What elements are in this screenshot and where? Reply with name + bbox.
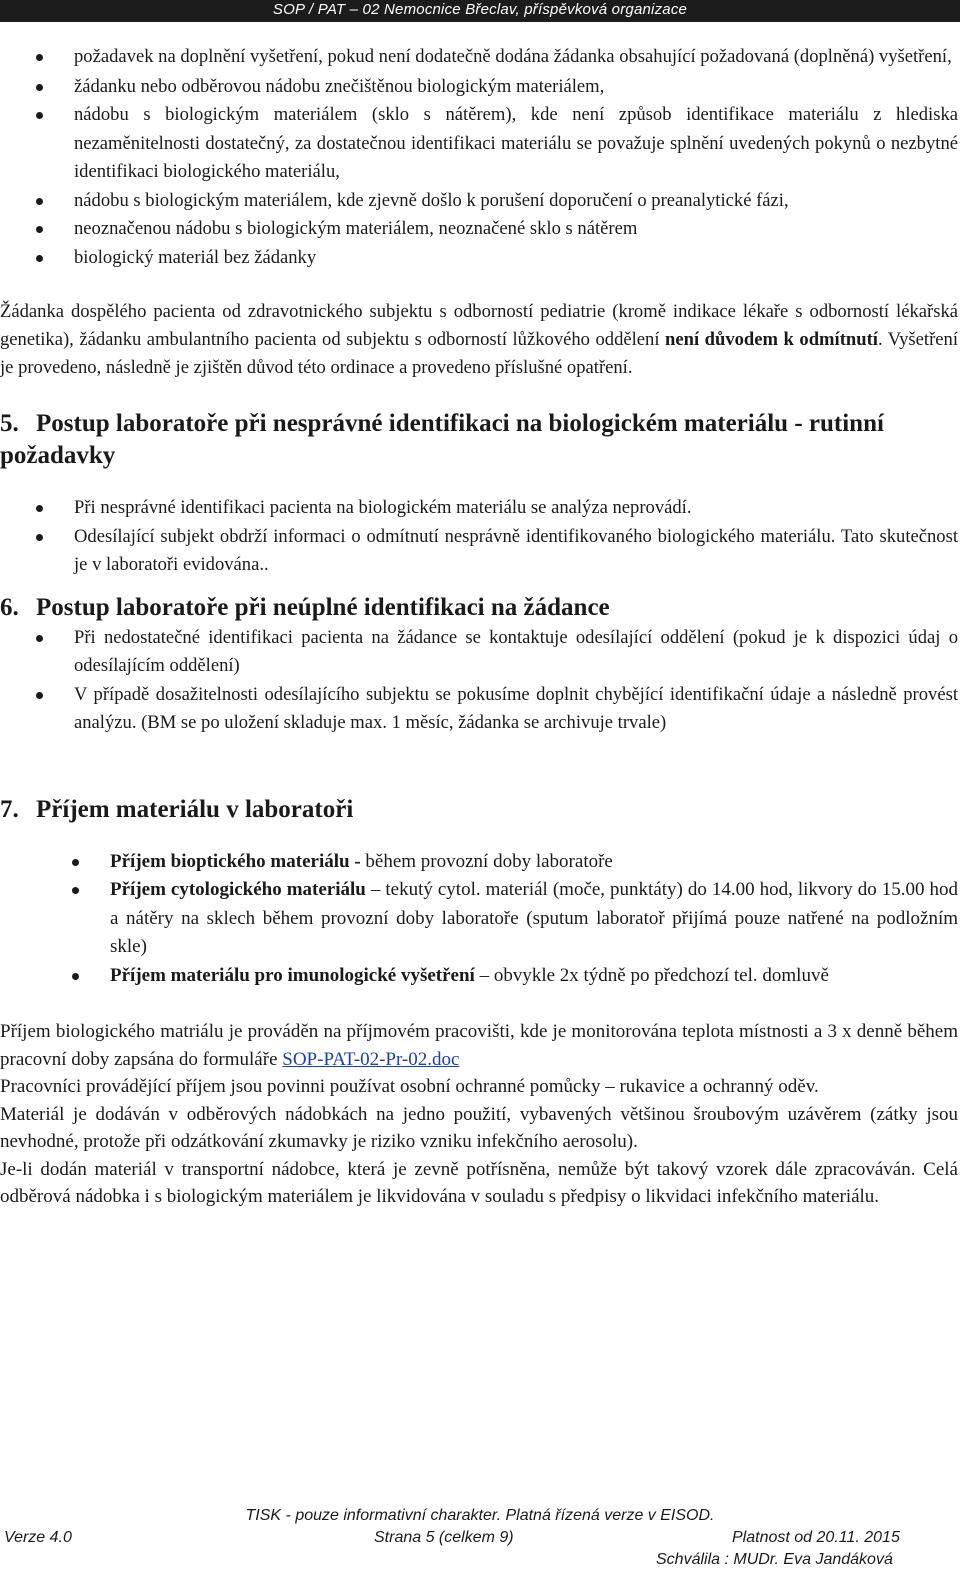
page-header bbox=[0, 0, 960, 22]
list-item: Příjem cytologického materiálu – tekutý cytol. materiál (moče, punktáty) do 14.00 hod, likvory do 15.00 hod a nátěry na sklech během provozní doby laboratoře (sputum laboratoř přijímá pouze natřené na podložním skle) bbox=[0, 876, 958, 962]
bullet-icon bbox=[36, 692, 43, 699]
list-item: V případě dosažitelnosti odesílajícího subjektu se pokusíme doplnit chybějící identifikační údaje a následně provést analýzu. (BM se po uložení skladuje max. 1 měsíc, žádanka se archivuje trvale) bbox=[0, 681, 958, 738]
list-item: Příjem bioptického materiálu - během provozní doby laboratoře bbox=[0, 848, 958, 877]
section-5-title: 5. Postup laboratoře při nesprávné identifikaci na biologickém materiálu - rutinní požadavky bbox=[0, 410, 884, 469]
bullet-icon bbox=[72, 887, 79, 894]
bullet-icon bbox=[36, 635, 43, 642]
section-7-list bbox=[0, 848, 958, 991]
list-item: Odesílající subjekt obdrží informaci o odmítnutí nesprávně identifikovaného biologického materiálu. Tato skutečnost je v laboratoři evidována.. bbox=[0, 523, 958, 580]
list-item: žádanku nebo odběrovou nádobu znečištěnou biologickým materiálem, bbox=[0, 73, 958, 102]
footer-row-2 bbox=[0, 1549, 960, 1571]
form-link[interactable]: SOP-PAT-02-Pr-02.doc bbox=[282, 1048, 460, 1070]
bullet-icon bbox=[72, 973, 79, 980]
paragraph-pracovnici: Pracovníci provádějící příjem jsou povinni používat osobní ochranné pomůcky – rukavice a ochranný oděv. bbox=[0, 1076, 819, 1097]
bullet-icon bbox=[72, 859, 79, 866]
bullet-icon bbox=[36, 198, 43, 205]
bullet-icon bbox=[36, 505, 43, 512]
list-item: Při nedostatečné identifikaci pacienta na žádance se kontaktuje odesílající oddělení (pokud je k dispozici údaj o odesílajícím oddělení) bbox=[0, 624, 958, 681]
list-item: nádobu s biologickým materiálem (sklo s nátěrem), kde není způsob identifikace materiálu z hlediska nezaměnitelnosti dostatečný, za dostatečnou identifikaci materiálu se považuje splnění uvedených pokynů o nezbytné identifikaci biologického materiálu, bbox=[0, 101, 958, 187]
section-6-list bbox=[0, 624, 958, 738]
paragraph-material: Materiál je dodáván v odběrových nádobkách na jedno použití, vybavených většinou šroubovým uzávěrem (zátky jsou nevhodné, protože při odzátkování zkumavky je riziko vzniku infekčního aerosolu). bbox=[0, 1103, 958, 1152]
list-item: Příjem materiálu pro imunologické vyšetření – obvykle 2x týdně po předchozí tel. domluvě bbox=[0, 962, 958, 991]
list-item: požadavek na doplnění vyšetření, pokud není dodatečně dodána žádanka obsahující požadovaná (doplněná) vyšetření, bbox=[0, 43, 958, 72]
bullet-icon bbox=[36, 112, 43, 119]
paragraph-jeli: Je-li dodán materiál v transportní nádobce, která je zevně potřísněna, nemůže být takový vzorek dále zpracováván. Celá odběrová nádobka i s biologickým materiálem je likvidována v souladu s předpisy o likvidaci infekčního materiálu. bbox=[0, 1158, 958, 1207]
paragraph-prijem: Příjem biologického matriálu je prováděn na příjmovém pracovišti, kde je monitorována teplota místnosti a 3 x denně během pracovní doby zapsána do formuláře SOP-PAT-02-Pr-02.doc bbox=[0, 1021, 958, 1070]
footer-version: Verze 4.0 bbox=[4, 1529, 72, 1546]
bullet-icon bbox=[36, 534, 43, 541]
list-item: Při nesprávné identifikaci pacienta na biologickém materiálu se analýza neprovádí. bbox=[0, 494, 958, 523]
document-body bbox=[0, 40, 958, 1211]
list-item: neoznačenou nádobu s biologickým materiálem, neoznačené sklo s nátěrem bbox=[0, 215, 958, 244]
list-item: biologický materiál bez žádanky bbox=[0, 244, 958, 273]
paragraph-zadanka: Žádanka dospělého pacienta od zdravotnického subjektu s odborností pediatrie (kromě indikace lékaře s odborností lékařská genetika), žádanku ambulantního pacienta od subjektu s odborností lůžkového oddělení není důvodem k odmítnutí. Vyšetření je provedeno, následně je zjištěn důvod této ordinace a provedeno příslušné opatření. bbox=[0, 301, 958, 378]
footer-validity: Platnost od 20.11. 2015 bbox=[732, 1529, 900, 1546]
bullet-icon bbox=[36, 84, 43, 91]
footer-page: Strana 5 (celkem 9) bbox=[374, 1529, 514, 1546]
section-5-list bbox=[0, 494, 958, 580]
section-6-title: 6. Postup laboratoře při neúplné identifikaci na žádance bbox=[0, 593, 610, 621]
footer-notice: TISK - pouze informativní charakter. Platná řízená verze v EISOD. bbox=[245, 1507, 715, 1524]
bullet-icon bbox=[36, 255, 43, 262]
header-title: SOP / PAT – 02 Nemocnice Břeclav, příspěvková organizace bbox=[272, 1, 688, 18]
section-7-title: 7. Příjem materiálu v laboratoři bbox=[0, 795, 354, 823]
rejection-list bbox=[0, 43, 958, 272]
footer-row bbox=[0, 1527, 960, 1549]
bullet-icon bbox=[36, 226, 43, 233]
bullet-icon bbox=[36, 54, 43, 61]
footer-approved: Schválila : MUDr. Eva Jandáková bbox=[656, 1551, 893, 1568]
page-footer bbox=[0, 1505, 960, 1571]
emphasis: není důvodem k odmítnutí bbox=[665, 329, 878, 350]
list-item: nádobu s biologickým materiálem, kde zjevně došlo k porušení doporučení o preanalytické fázi, bbox=[0, 187, 958, 216]
